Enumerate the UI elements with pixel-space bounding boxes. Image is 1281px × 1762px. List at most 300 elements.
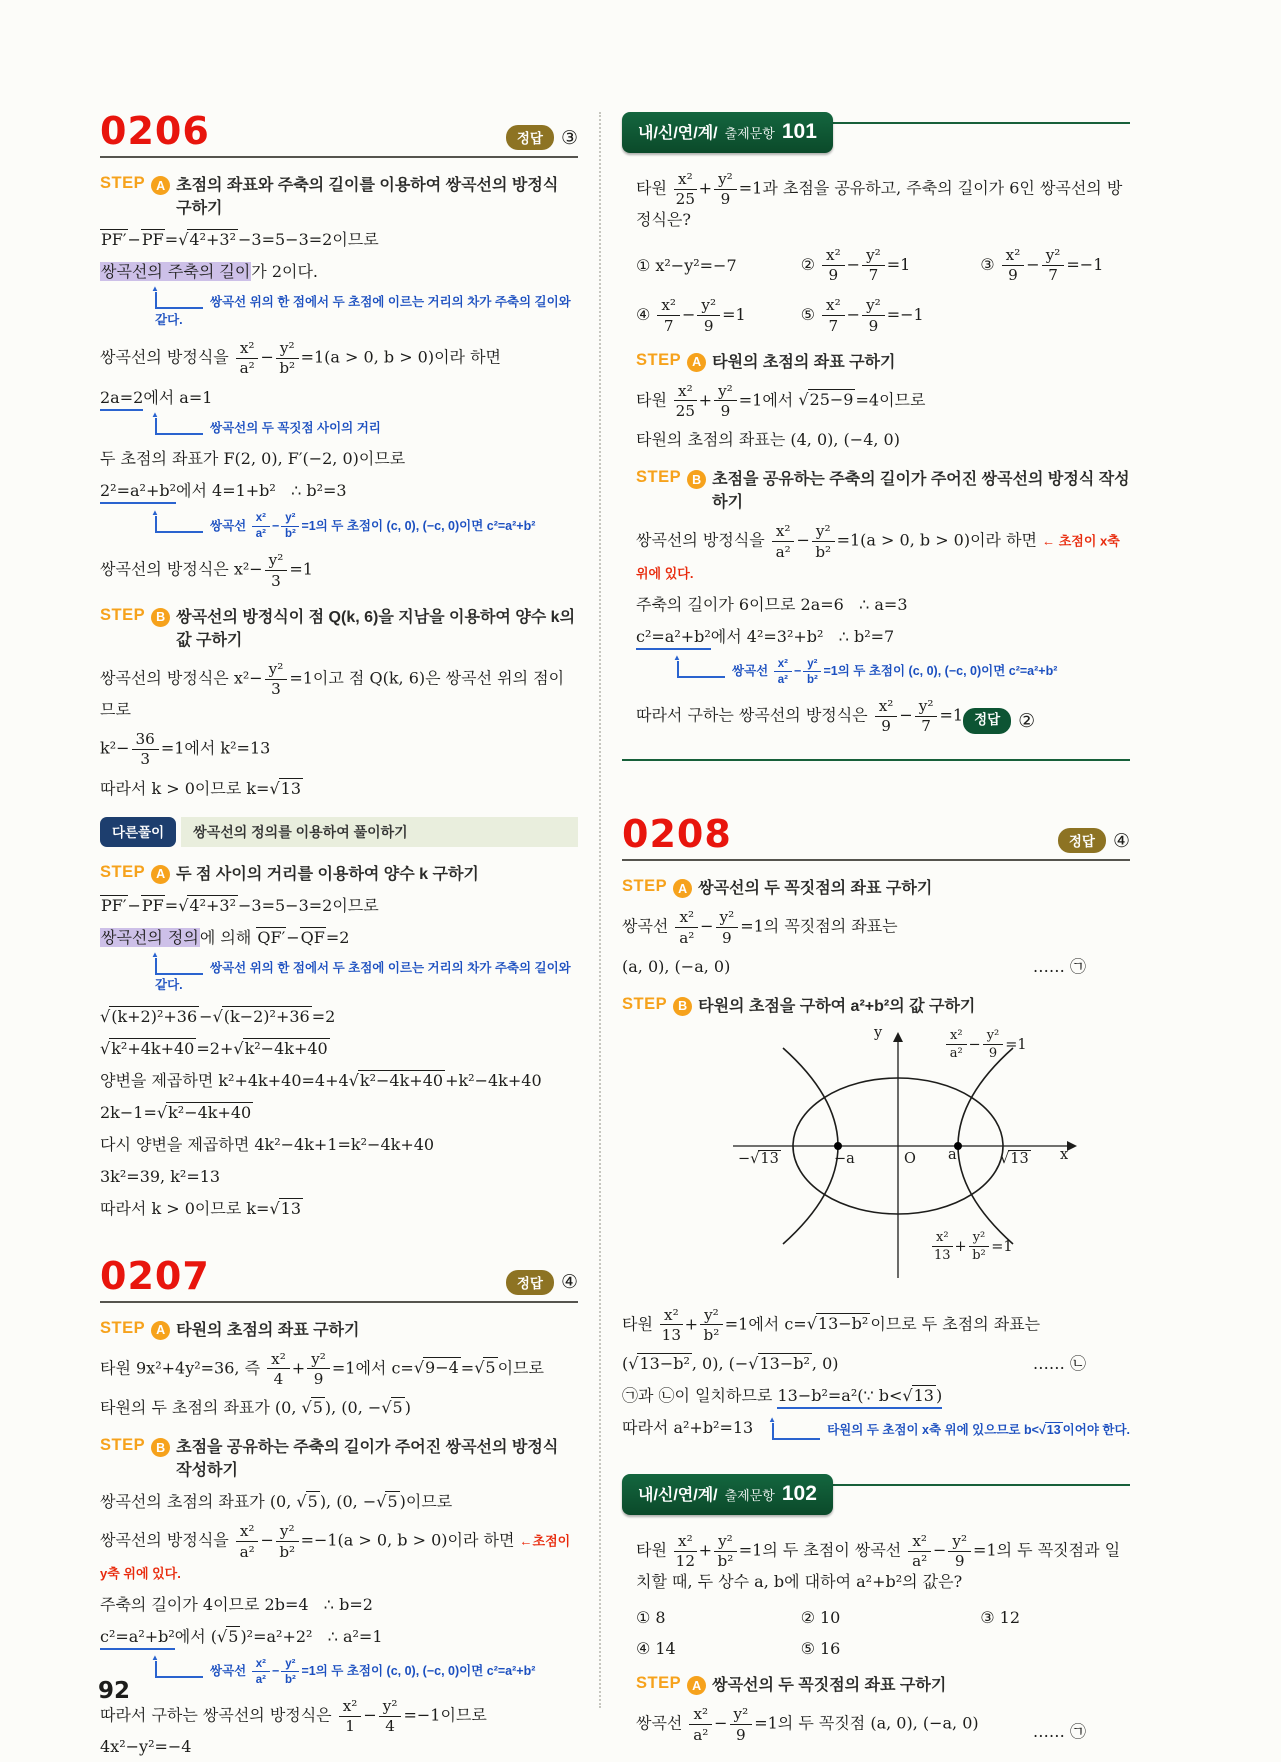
problem-rule — [100, 1301, 578, 1303]
sqrt-radical: √4²+3² — [178, 230, 236, 250]
fraction: $\frac{\text{x²}}{\text{a²}}$ — [689, 1706, 712, 1742]
solution-line — [636, 382, 1130, 420]
choice-value: x²−y²=−7 — [655, 255, 737, 275]
sqrt-radical: √13−b² — [806, 1314, 869, 1334]
choice-value: 14 — [655, 1639, 676, 1659]
choice-option — [636, 296, 801, 334]
fraction: $\frac{\text{x²}}{\text{a²}}$ — [236, 340, 259, 376]
fraction: $\frac{\text{x²}}{12}$ — [675, 1532, 695, 1571]
choice-number: ② — [800, 254, 815, 274]
sqrt-radical: √25−9 — [798, 390, 854, 410]
step-letter-icon: A — [151, 176, 170, 195]
answer-number: ④ — [560, 1271, 578, 1294]
problem-0207 — [100, 1253, 578, 1760]
fraction: $\frac{\text{y²}}{4}$ — [379, 1698, 402, 1734]
formula: (√13−b² , 0), (−√13−b² , 0) — [622, 1354, 839, 1374]
sqrt-radical: √5 — [381, 1398, 403, 1418]
alt-solution-title: 쌍곡선의 정의를 이용하여 풀이하기 — [181, 817, 578, 847]
choice-value: 10 — [820, 1608, 841, 1628]
solution-line — [100, 894, 578, 918]
sqrt-radical: √(k+2)²+36 — [100, 1006, 198, 1026]
formula: 타원 9x²+4y²=36, 즉 $\frac{\text{x²}}{4}$ + $\frac{\text{y²}}{9}$ =1에서 c=√9−4 =√5 이므로 — [100, 1349, 544, 1388]
solution-line — [100, 447, 578, 471]
solution-line — [100, 1697, 578, 1759]
choice-value: $\frac{\text{x²}}{7}$ − $\frac{\text{y²}}{9}$ =−1 — [820, 305, 924, 324]
note-connector-icon: ▲ — [677, 661, 725, 678]
linked-question-badge — [622, 1474, 833, 1515]
solution-line — [100, 1350, 578, 1388]
step-heading — [622, 877, 1130, 900]
fraction: $\frac{\text{y²}}{3}$ — [265, 661, 288, 697]
choice-option — [801, 1639, 981, 1658]
choice-option — [801, 296, 981, 334]
fraction: $\frac{\text{y²}}{\text{b²}}$ — [812, 523, 835, 559]
formula: 쌍곡선의 방정식은 x²− $\frac{\text{y²}}{3}$ =1 — [100, 551, 313, 590]
series-subtitle: 출제문항 — [724, 126, 775, 141]
fraction: $\frac{\text{x²}}{25}$ — [675, 170, 695, 209]
annotation-text: 쌍곡선 위의 한 점에서 두 초점에 이르는 거리의 차가 주축의 길이와 같다. — [155, 960, 571, 993]
graph-label: $\frac{\text{x²}}{13}$ + $\frac{\text{y²}}{\text{b²}}$ =1 — [934, 1229, 1013, 1263]
choice-option — [980, 246, 1130, 284]
sqrt-radical: √9−4 — [413, 1358, 459, 1378]
sqrt-radical: √(k−2)²+36 — [212, 1006, 310, 1026]
fraction: $\frac{\text{y²}}{\text{b²}}$ — [281, 1658, 299, 1686]
linked-question-box-101 — [622, 112, 1130, 761]
overline-segment: PF′ — [101, 895, 127, 915]
fraction: $\frac{\text{x²}}{25}$ — [675, 381, 695, 420]
choice-number: ⑤ — [800, 1639, 815, 1659]
series-name: 내/신/연/계/ — [638, 1487, 718, 1505]
solution-line — [622, 1384, 1130, 1408]
annotation-text: 쌍곡선의 두 꼭짓점 사이의 거리 — [210, 420, 381, 435]
answer-badge — [506, 125, 578, 150]
formula: √k²+4k+40 =2+√k²−4k+40 — [100, 1038, 328, 1058]
formula: 따라서 구하는 쌍곡선의 방정식은 $\frac{\text{x²}}{9}$ − $\frac{\text{y²}}{7}$ =1 — [636, 697, 964, 736]
fraction: $\frac{\text{y²}}{\text{b²}}$ — [281, 512, 299, 540]
fraction: $\frac{\text{y²}}{7}$ — [915, 698, 938, 734]
graph-label — [1000, 1152, 1031, 1167]
choice-option — [636, 1639, 801, 1658]
underlined-expression: 2²=a²+b² — [100, 481, 176, 504]
sqrt-radical: √13 — [750, 1150, 779, 1167]
note-connector-icon: ▲ — [155, 516, 203, 533]
choice-value: $\frac{\text{x²}}{7}$ − $\frac{\text{y²}}{9}$ =1 — [655, 305, 745, 324]
problem-0208 — [622, 812, 1130, 1440]
answer-pill: 정답 — [963, 708, 1011, 733]
formula: √(k+2)²+36 −√(k−2)²+36 =2 — [100, 1006, 336, 1026]
choice-value: $\frac{\text{x²}}{9}$ − $\frac{\text{y²}}{7}$ =−1 — [1000, 255, 1104, 274]
reference-mark: …… ㉠ — [1032, 1721, 1086, 1741]
column-divider — [599, 112, 601, 1708]
answer-number: ④ — [1112, 829, 1130, 852]
note-connector-icon: ▲ — [155, 958, 203, 975]
solution-line — [100, 1133, 578, 1157]
fraction: $\frac{\text{x²}}{4}$ — [267, 1351, 290, 1387]
step-label: STEP — [636, 468, 682, 487]
graph-label: y — [874, 1024, 883, 1041]
step-label: STEP — [100, 1436, 146, 1455]
sqrt-radical: √k²+4k+40 — [100, 1038, 195, 1058]
inline-annotation — [768, 1415, 1130, 1440]
sqrt-radical: √13−b² — [628, 1354, 690, 1374]
sqrt-radical: √5 — [301, 1398, 323, 1418]
annotation-note — [151, 949, 578, 995]
solution-line — [622, 1306, 1130, 1344]
step-label: STEP — [100, 174, 146, 192]
step-heading — [100, 174, 578, 220]
solution-line — [636, 1705, 1130, 1743]
question-number: 101 — [781, 120, 817, 143]
fraction: $\frac{\text{y²}}{9}$ — [307, 1351, 330, 1387]
fraction: $\frac{\text{y²}}{9}$ — [714, 171, 737, 207]
fraction: $\frac{\text{y²}}{9}$ — [716, 909, 739, 945]
overline-segment: QF — [300, 927, 325, 947]
formula: 타원의 두 초점의 좌표가 (0, √5 ), (0, −√5 ) — [100, 1398, 411, 1418]
underlined-expression: 2a=2 — [100, 388, 143, 411]
step-letter-icon: A — [687, 1676, 706, 1695]
formula: PF′−PF=√4²+3² −3=5−3=2이므로 — [101, 895, 379, 915]
step-title: 타원의 초점의 좌표 구하기 — [176, 1321, 360, 1339]
solution-line — [100, 730, 578, 768]
alt-solution-badge: 다른풀이 — [100, 817, 176, 847]
annotation-text: 쌍곡선 위의 한 점에서 두 초점에 이르는 거리의 차가 주축의 길이와 같다. — [155, 295, 571, 327]
step-title: 초점을 공유하는 주축의 길이가 주어진 쌍곡선의 방정식 작성하기 — [712, 471, 1130, 512]
solution-line — [622, 1416, 1130, 1440]
sqrt-radical: √4²+3² — [178, 895, 236, 915]
step-title: 타원의 초점의 좌표 구하기 — [712, 353, 896, 371]
underlined-expression: c²=a²+b² — [100, 1627, 175, 1650]
solution-line — [100, 1101, 578, 1125]
choice-value: 8 — [655, 1608, 666, 1628]
problem-0206 — [100, 109, 578, 1221]
step-label: STEP — [622, 877, 668, 896]
choice-value: 16 — [820, 1639, 841, 1659]
highlighted-phrase: 쌍곡선의 정의 — [101, 927, 199, 947]
problem-number: 0207 — [100, 1253, 210, 1298]
annotation-note — [151, 409, 578, 438]
fraction: $\frac{\text{y²}}{9}$ — [948, 1533, 971, 1569]
fraction: $\frac{\text{x²}}{\text{a²}}$ — [675, 909, 698, 945]
solution-line — [100, 1005, 578, 1029]
problem-number: 0208 — [622, 812, 732, 857]
formula: 양변을 제곱하면 k²+4k+40=4+4√k²−4k+40 +k²−4k+40 — [100, 1070, 542, 1090]
solution-line — [636, 1532, 1130, 1594]
step-heading — [636, 1674, 1130, 1697]
formula: 3k²=39, k²=13 — [100, 1166, 221, 1186]
fraction: $\frac{\text{x²}}{13}$ — [934, 1229, 951, 1263]
sqrt-radical: √13 — [902, 1386, 934, 1406]
fraction: $\frac{\text{y²}}{\text{b²}}$ — [276, 340, 299, 376]
annotation-text: 쌍곡선 $\frac{\text{x²}}{\text{a²}}$ − $\frac{\text{y²}}{\text{b²}}$ =1의 두 초점이 (c, 0), (−c, 0)이면 c²=a²+b² — [732, 657, 1058, 686]
choice-number: ③ — [980, 1608, 995, 1628]
sqrt-radical: √13 — [1000, 1150, 1029, 1167]
fraction: $\frac{\text{x²}}{\text{a²}}$ — [908, 1533, 931, 1569]
fraction: $\frac{\text{y²}}{9}$ — [983, 1029, 1004, 1061]
solution-line — [636, 522, 1130, 584]
right-column — [622, 112, 1130, 1752]
step-title: 초점을 공유하는 주축의 길이가 주어진 쌍곡선의 방정식 작성하기 — [176, 1439, 559, 1480]
note-connector-icon: ▲ — [155, 418, 203, 435]
note-connector-icon: ▲ — [155, 292, 203, 309]
formula: 쌍곡선의 방정식을 $\frac{\text{x²}}{\text{a²}}$ − $\frac{\text{y²}}{\text{b²}}$ =1(a > 0, b > 0)이라 하면 — [100, 339, 502, 378]
solution-line — [100, 228, 578, 252]
reference-mark: …… ㉡ — [1032, 1354, 1086, 1374]
choice-number: ① — [636, 255, 651, 275]
sqrt-radical: √k²−4k+40 — [348, 1070, 444, 1090]
fraction: $\frac{\text{y²}}{\text{b²}}$ — [803, 658, 821, 686]
solution-line — [622, 955, 1130, 979]
solution-line — [636, 625, 1130, 649]
annotation-note — [151, 507, 578, 541]
step-heading — [100, 1319, 578, 1342]
linked-question-header — [622, 1474, 1130, 1522]
step-heading — [622, 995, 1130, 1018]
fraction: $\frac{\text{x²}}{\text{a²}}$ — [252, 1658, 270, 1686]
fraction: $\frac{\text{y²}}{3}$ — [265, 552, 288, 588]
highlighted-phrase: 쌍곡선의 주축의 길이 — [101, 262, 251, 282]
problem-header — [622, 812, 1130, 857]
fraction: $\frac{\text{y²}}{9}$ — [730, 1706, 753, 1742]
solution-line — [100, 1490, 578, 1514]
answer-badge — [1058, 828, 1130, 853]
fraction: $\frac{\text{y²}}{9}$ — [697, 297, 720, 333]
overline-segment: QF′ — [257, 927, 286, 947]
formula: 따라서 구하는 쌍곡선의 방정식은 $\frac{\text{x²}}{1}$ − $\frac{\text{y²}}{4}$ =−1이므로 4x²−y²=−4 — [100, 1697, 487, 1757]
sqrt-radical: √k²−4k+40 — [156, 1102, 252, 1122]
vertex-dot-left — [834, 1142, 842, 1150]
solution-line — [100, 926, 578, 950]
linked-question-box-102 — [622, 1474, 1130, 1744]
step-title: 두 점 사이의 거리를 이용하여 양수 k 구하기 — [176, 865, 479, 883]
formula: 타원 $\frac{\text{x²}}{13}$ + $\frac{\text{y²}}{\text{b²}}$ =1에서 c=√13−b² 이므로 두 초점의 좌표는 — [622, 1305, 1041, 1344]
answer-number: ③ — [560, 126, 578, 149]
fraction: $\frac{\text{x²}}{1}$ — [339, 1698, 362, 1734]
sqrt-radical: √5 — [296, 1492, 318, 1512]
problem-header — [100, 109, 578, 153]
fraction: $\frac{\text{y²}}{9}$ — [862, 297, 885, 333]
choice-option — [980, 1608, 1130, 1627]
problem-rule — [100, 156, 578, 158]
fraction: $\frac{\text{x²}}{9}$ — [822, 247, 845, 283]
formula: 타원 $\frac{\text{x²}}{25}$ + $\frac{\text{y²}}{9}$ =1과 초점을 공유하고, 주축의 길이가 6인 쌍곡선의 방정식은? — [636, 170, 1123, 230]
step-heading — [636, 468, 1130, 514]
red-annotation: ←초점이 y축 위에 있다. — [100, 1534, 571, 1581]
formula: 2a=2에서 a=1 — [100, 386, 212, 410]
fraction: $\frac{\text{x²}}{\text{a²}}$ — [236, 1523, 259, 1559]
choice-number: ④ — [636, 1639, 651, 1659]
solution-line — [636, 170, 1130, 232]
reference-mark: …… ㉠ — [1032, 956, 1086, 976]
alternative-solution-heading — [100, 817, 578, 847]
solution-line — [100, 1197, 578, 1221]
step-label: STEP — [636, 350, 682, 369]
step-label: STEP — [100, 605, 146, 624]
sqrt-radical: √13−b² — [748, 1354, 810, 1374]
underlined-expression: 13−b²=a²(∵ b<√13 ) — [777, 1386, 942, 1409]
sqrt-radical: √13 — [269, 778, 302, 798]
annotation-text: 쌍곡선 $\frac{\text{x²}}{\text{a²}}$ − $\frac{\text{y²}}{\text{b²}}$ =1의 두 초점이 (c, 0), (−c, 0)이면 c²=a²+b² — [210, 512, 536, 541]
solution-line — [100, 1625, 578, 1649]
problem-number: 0206 — [100, 109, 210, 153]
formula: 타원 $\frac{\text{x²}}{25}$ + $\frac{\text{y²}}{9}$ =1에서 √25−9 =4이므로 — [636, 381, 926, 420]
step-title: 쌍곡선의 두 꼭짓점의 좌표 구하기 — [698, 880, 933, 898]
fraction: $\frac{\text{x²}}{\text{a²}}$ — [252, 512, 270, 540]
step-letter-icon: A — [673, 879, 692, 898]
solution-line — [100, 1037, 578, 1061]
solution-line — [636, 593, 1130, 617]
graph-label: x — [1060, 1146, 1069, 1163]
series-subtitle: 출제문항 — [724, 1488, 775, 1504]
fraction: $\frac{\text{x²}}{\text{a²}}$ — [946, 1029, 967, 1061]
note-connector-icon: ▲ — [772, 1423, 820, 1440]
solution-line — [622, 908, 1130, 946]
step-heading — [100, 606, 578, 652]
solution-line — [100, 339, 578, 377]
step-title: 타원의 초점을 구하여 a²+b²의 값 구하기 — [698, 997, 976, 1015]
choice-option — [801, 1608, 981, 1627]
solution-line — [100, 660, 578, 722]
choice-value: $\frac{\text{x²}}{9}$ − $\frac{\text{y²}}{7}$ =1 — [820, 255, 910, 274]
solution-line — [622, 1352, 1130, 1376]
solution-line — [100, 479, 578, 503]
solution-line — [100, 1396, 578, 1420]
annotation-note — [673, 653, 1130, 687]
overline-segment: PF — [141, 230, 164, 250]
sqrt-radical: √k²−4k+40 — [233, 1038, 328, 1058]
graph-label: a — [948, 1146, 957, 1163]
step-heading — [636, 351, 1130, 374]
fraction: $\frac{\text{y²}}{\text{b²}}$ — [969, 1231, 990, 1263]
page-number: 92 — [98, 1678, 131, 1704]
choice-number: ② — [800, 1608, 815, 1628]
left-column — [100, 109, 578, 1762]
answer-choices — [636, 1608, 1130, 1658]
formula: PF′−PF=√4²+3² −3=5−3=2이므로 — [101, 230, 379, 250]
answer-choices — [636, 246, 1130, 334]
fraction: $\frac{\text{y²}}{7}$ — [1042, 247, 1065, 283]
linked-question-badge — [622, 112, 833, 153]
fraction: $\frac{\text{x²}}{13}$ — [661, 1305, 681, 1344]
choice-option — [636, 1608, 801, 1627]
overline-segment: PF — [141, 895, 164, 915]
step-heading — [100, 863, 578, 886]
step-title: 쌍곡선의 두 꼭짓점의 좌표 구하기 — [712, 1677, 947, 1695]
fraction: $\frac{36}{3}$ — [132, 731, 159, 767]
solution-line — [100, 1165, 578, 1189]
overline-segment: PF′ — [101, 230, 127, 250]
linked-question-header — [622, 112, 1130, 160]
formula: 쌍곡선의 방정식을 $\frac{\text{x²}}{\text{a²}}$ − $\frac{\text{y²}}{\text{b²}}$ =−1(a > 0, b > 0)이라 하면 ←초점이 y축 위에 있다. — [100, 1522, 571, 1581]
fraction: $\frac{\text{y²}}{\text{b²}}$ — [700, 1307, 723, 1343]
sqrt-radical: √5 — [474, 1358, 496, 1378]
note-connector-icon: ▲ — [155, 1661, 203, 1678]
answer-pill: 정답 — [506, 125, 554, 150]
step-title: 초점의 좌표와 주축의 길이를 이용하여 쌍곡선의 방정식 구하기 — [176, 177, 559, 218]
annotation-note — [151, 1653, 578, 1687]
formula: 두 초점의 좌표가 F(2, 0), F′(−2, 0)이므로 — [100, 449, 406, 469]
answer-pill: 정답 — [1058, 828, 1106, 853]
step-letter-icon: A — [151, 1321, 170, 1340]
formula: k²− $\frac{36}{3}$ =1에서 k²=13 — [100, 730, 271, 769]
sqrt-radical: √5 — [217, 1626, 239, 1646]
annotation-text: 타원의 두 초점이 x축 위에 있으므로 b<√13 이어야 한다. — [827, 1423, 1130, 1438]
step-label: STEP — [100, 1318, 146, 1337]
annotation-note — [151, 284, 578, 329]
choice-option — [801, 246, 981, 284]
formula: 쌍곡선의 방정식을 $\frac{\text{x²}}{\text{a²}}$ − $\frac{\text{y²}}{\text{b²}}$ =1(a > 0, b > 0)이라 하면 ← 초점이 x축 위에 있다. — [636, 522, 1120, 581]
step-letter-icon: A — [687, 353, 706, 372]
sqrt-radical: √13 — [269, 1198, 302, 1218]
underlined-expression: c²=a²+b² — [636, 627, 711, 650]
problem-header — [100, 1253, 578, 1298]
answer-number: ② — [1018, 709, 1036, 732]
red-annotation: ← 초점이 x축 위에 있다. — [636, 534, 1120, 581]
step-label: STEP — [636, 1674, 682, 1693]
fraction: $\frac{\text{y²}}{9}$ — [714, 383, 737, 419]
formula: 2²=a²+b²에서 4=1+b² ∴ b²=3 — [100, 479, 347, 503]
formula: 쌍곡선 $\frac{\text{x²}}{\text{a²}}$ − $\frac{\text{y²}}{9}$ =1의 꼭짓점의 좌표는 — [622, 908, 898, 947]
step-letter-icon: B — [673, 997, 692, 1016]
formula: ㉠과 ㉡이 일치하므로 13−b²=a²(∵ b<√13 ) — [622, 1384, 942, 1408]
formula: 쌍곡선의 주축의 길이가 2이다. — [101, 262, 319, 282]
choice-number: ⑤ — [800, 305, 815, 325]
step-label: STEP — [100, 862, 146, 881]
fraction: $\frac{\text{y²}}{\text{b²}}$ — [276, 1523, 299, 1559]
solution-line — [636, 697, 1130, 735]
choice-number: ③ — [980, 254, 995, 274]
graph-label: $\frac{\text{x²}}{\text{a²}}$ − $\frac{\text{y²}}{9}$ =1 — [944, 1028, 1027, 1062]
choice-number: ① — [636, 1608, 651, 1628]
formula: 타원 $\frac{\text{x²}}{12}$ + $\frac{\text{y²}}{\text{b²}}$ =1의 두 초점이 쌍곡선 $\frac{\text{x²}}{\text{a²}}$ − $\frac{\text{y²}}{9}$ =1의 두 꼭짓점과 일치할 때, 두 상수 a, b에 대하여 a²+b²의 값은? — [636, 1532, 1121, 1592]
formula: 주축의 길이가 4이므로 2b=4 ∴ b=2 — [100, 1594, 373, 1614]
solution-line — [100, 1069, 578, 1093]
formula: c²=a²+b²에서 4²=3²+b² ∴ b²=7 — [636, 625, 894, 649]
answer-pill: 정답 — [506, 1270, 554, 1295]
solution-line — [100, 1593, 578, 1617]
solution-line — [100, 777, 578, 801]
formula: 타원의 초점의 좌표는 (4, 0), (−4, 0) — [636, 430, 900, 450]
solution-line — [100, 260, 578, 284]
fraction: $\frac{\text{x²}}{7}$ — [822, 297, 845, 333]
formula: (a, 0), (−a, 0) — [622, 956, 731, 976]
step-letter-icon: A — [151, 865, 170, 884]
solution-line — [636, 428, 1130, 452]
graph-label: O — [904, 1150, 916, 1167]
fraction: $\frac{\text{y²}}{7}$ — [862, 247, 885, 283]
graph-label: −√13 — [738, 1150, 779, 1167]
sqrt-radical: √5 — [376, 1492, 398, 1512]
answer-badge — [506, 1270, 578, 1295]
formula: 다시 양변을 제곱하면 4k²−4k+1=k²−4k+40 — [100, 1134, 435, 1154]
choice-option — [636, 256, 801, 275]
formula: 주축의 길이가 6이므로 2a=6 ∴ a=3 — [636, 594, 908, 614]
formula: 쌍곡선의 방정식은 x²− $\frac{\text{y²}}{3}$ =1이고 점 Q(k, 6)은 쌍곡선 위의 점이므로 — [100, 660, 565, 720]
problem-rule — [622, 859, 1130, 861]
fraction: $\frac{\text{x²}}{7}$ — [657, 297, 680, 333]
formula: 쌍곡선의 초점의 좌표가 (0, √5 ), (0, −√5 )이므로 — [100, 1492, 453, 1512]
formula: 쌍곡선 $\frac{\text{x²}}{\text{a²}}$ − $\frac{\text{y²}}{9}$ =1의 두 꼭짓점 (a, 0), (−a, 0) — [636, 1705, 979, 1744]
fraction: $\frac{\text{x²}}{\text{a²}}$ — [774, 658, 792, 686]
question-number: 102 — [781, 1482, 817, 1506]
annotation-text: 쌍곡선 $\frac{\text{x²}}{\text{a²}}$ − $\frac{\text{y²}}{\text{b²}}$ =1의 두 초점이 (c, 0), (−c, 0)이면 c²=a²+b² — [210, 1657, 536, 1686]
formula: c²=a²+b²에서 (√5 )²=a²+2² ∴ a²=1 — [100, 1625, 383, 1649]
step-title: 쌍곡선의 방정식이 점 Q(k, 6)을 지남을 이용하여 양수 k의 값 구하기 — [176, 608, 576, 649]
fraction: $\frac{\text{x²}}{\text{a²}}$ — [772, 523, 795, 559]
formula: 2k−1=√k²−4k+40 — [100, 1102, 252, 1122]
fraction: $\frac{\text{x²}}{9}$ — [875, 698, 898, 734]
graph-label: −a — [834, 1150, 855, 1167]
answer-badge — [963, 707, 1035, 736]
